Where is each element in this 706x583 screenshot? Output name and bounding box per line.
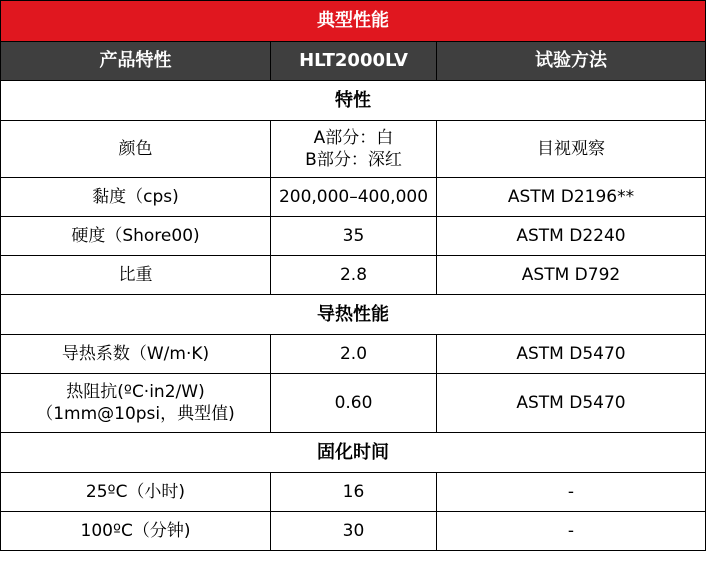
table-title-row bbox=[1, 1, 706, 42]
table-row-thermal-impedance bbox=[1, 374, 706, 433]
table-row-color bbox=[1, 121, 706, 178]
table-row-hardness bbox=[1, 217, 706, 256]
property-cell bbox=[1, 473, 271, 512]
method-cell: ASTM D792 bbox=[437, 256, 706, 295]
method-cell: ASTM D5470 bbox=[437, 335, 706, 374]
value-cell bbox=[271, 473, 437, 512]
value-cell bbox=[271, 374, 437, 433]
value-cell bbox=[271, 217, 437, 256]
section-heading-cure-time bbox=[1, 433, 706, 473]
method-cell: - bbox=[437, 512, 706, 551]
method-cell: - bbox=[437, 473, 706, 512]
value-line: A部分：白 bbox=[313, 128, 394, 148]
table-row-viscosity bbox=[1, 178, 706, 217]
value-line: 30 bbox=[342, 521, 365, 541]
property-label: 硬度（Shore00) bbox=[71, 226, 200, 246]
section-heading-properties bbox=[1, 81, 706, 121]
value-line: 0.60 bbox=[334, 393, 373, 413]
property-cell bbox=[1, 217, 271, 256]
property-label: 颜色 bbox=[118, 139, 153, 159]
method-cell: 目视观察 bbox=[437, 121, 706, 178]
property-cell bbox=[1, 178, 271, 217]
table-row-specific-gravity bbox=[1, 256, 706, 295]
method-cell: ASTM D2196** bbox=[437, 178, 706, 217]
property-label: 导热系数（W/m·K) bbox=[61, 344, 210, 364]
property-label: 热阻抗(ºC·in2/W) bbox=[66, 382, 205, 402]
table-row-cure-100c bbox=[1, 512, 706, 551]
section-title: 导热性能 bbox=[1, 295, 706, 335]
value-cell bbox=[271, 256, 437, 295]
header-product: HLT2000LV bbox=[271, 42, 437, 81]
value-cell bbox=[271, 178, 437, 217]
value-line: 35 bbox=[342, 226, 365, 246]
property-label: 黏度（cps) bbox=[92, 187, 179, 207]
section-title: 固化时间 bbox=[1, 433, 706, 473]
property-cell bbox=[1, 256, 271, 295]
property-cell bbox=[1, 512, 271, 551]
value-cell bbox=[271, 121, 437, 178]
table-row-thermal-conductivity bbox=[1, 335, 706, 374]
value-line: B部分：深红 bbox=[305, 150, 402, 170]
header-property: 产品特性 bbox=[1, 42, 271, 81]
table-header-row bbox=[1, 42, 706, 81]
property-label: 25ºC（小时) bbox=[85, 482, 186, 502]
property-cell bbox=[1, 335, 271, 374]
property-label: 比重 bbox=[118, 265, 153, 285]
table-title: 典型性能 bbox=[1, 1, 706, 42]
table-row-cure-25c bbox=[1, 473, 706, 512]
value-line: 2.8 bbox=[339, 265, 368, 285]
value-cell bbox=[271, 335, 437, 374]
property-label: （1mm@10psi，典型值) bbox=[36, 404, 235, 424]
property-cell bbox=[1, 121, 271, 178]
section-heading-thermal bbox=[1, 295, 706, 335]
method-cell: ASTM D2240 bbox=[437, 217, 706, 256]
value-line: 2.0 bbox=[339, 344, 368, 364]
property-cell bbox=[1, 374, 271, 433]
value-line: 200,000–400,000 bbox=[278, 187, 429, 207]
header-test-method: 试验方法 bbox=[437, 42, 706, 81]
value-cell bbox=[271, 512, 437, 551]
property-label: 100ºC（分钟) bbox=[80, 521, 191, 541]
section-title: 特性 bbox=[1, 81, 706, 121]
method-cell: ASTM D5470 bbox=[437, 374, 706, 433]
value-line: 16 bbox=[342, 482, 365, 502]
